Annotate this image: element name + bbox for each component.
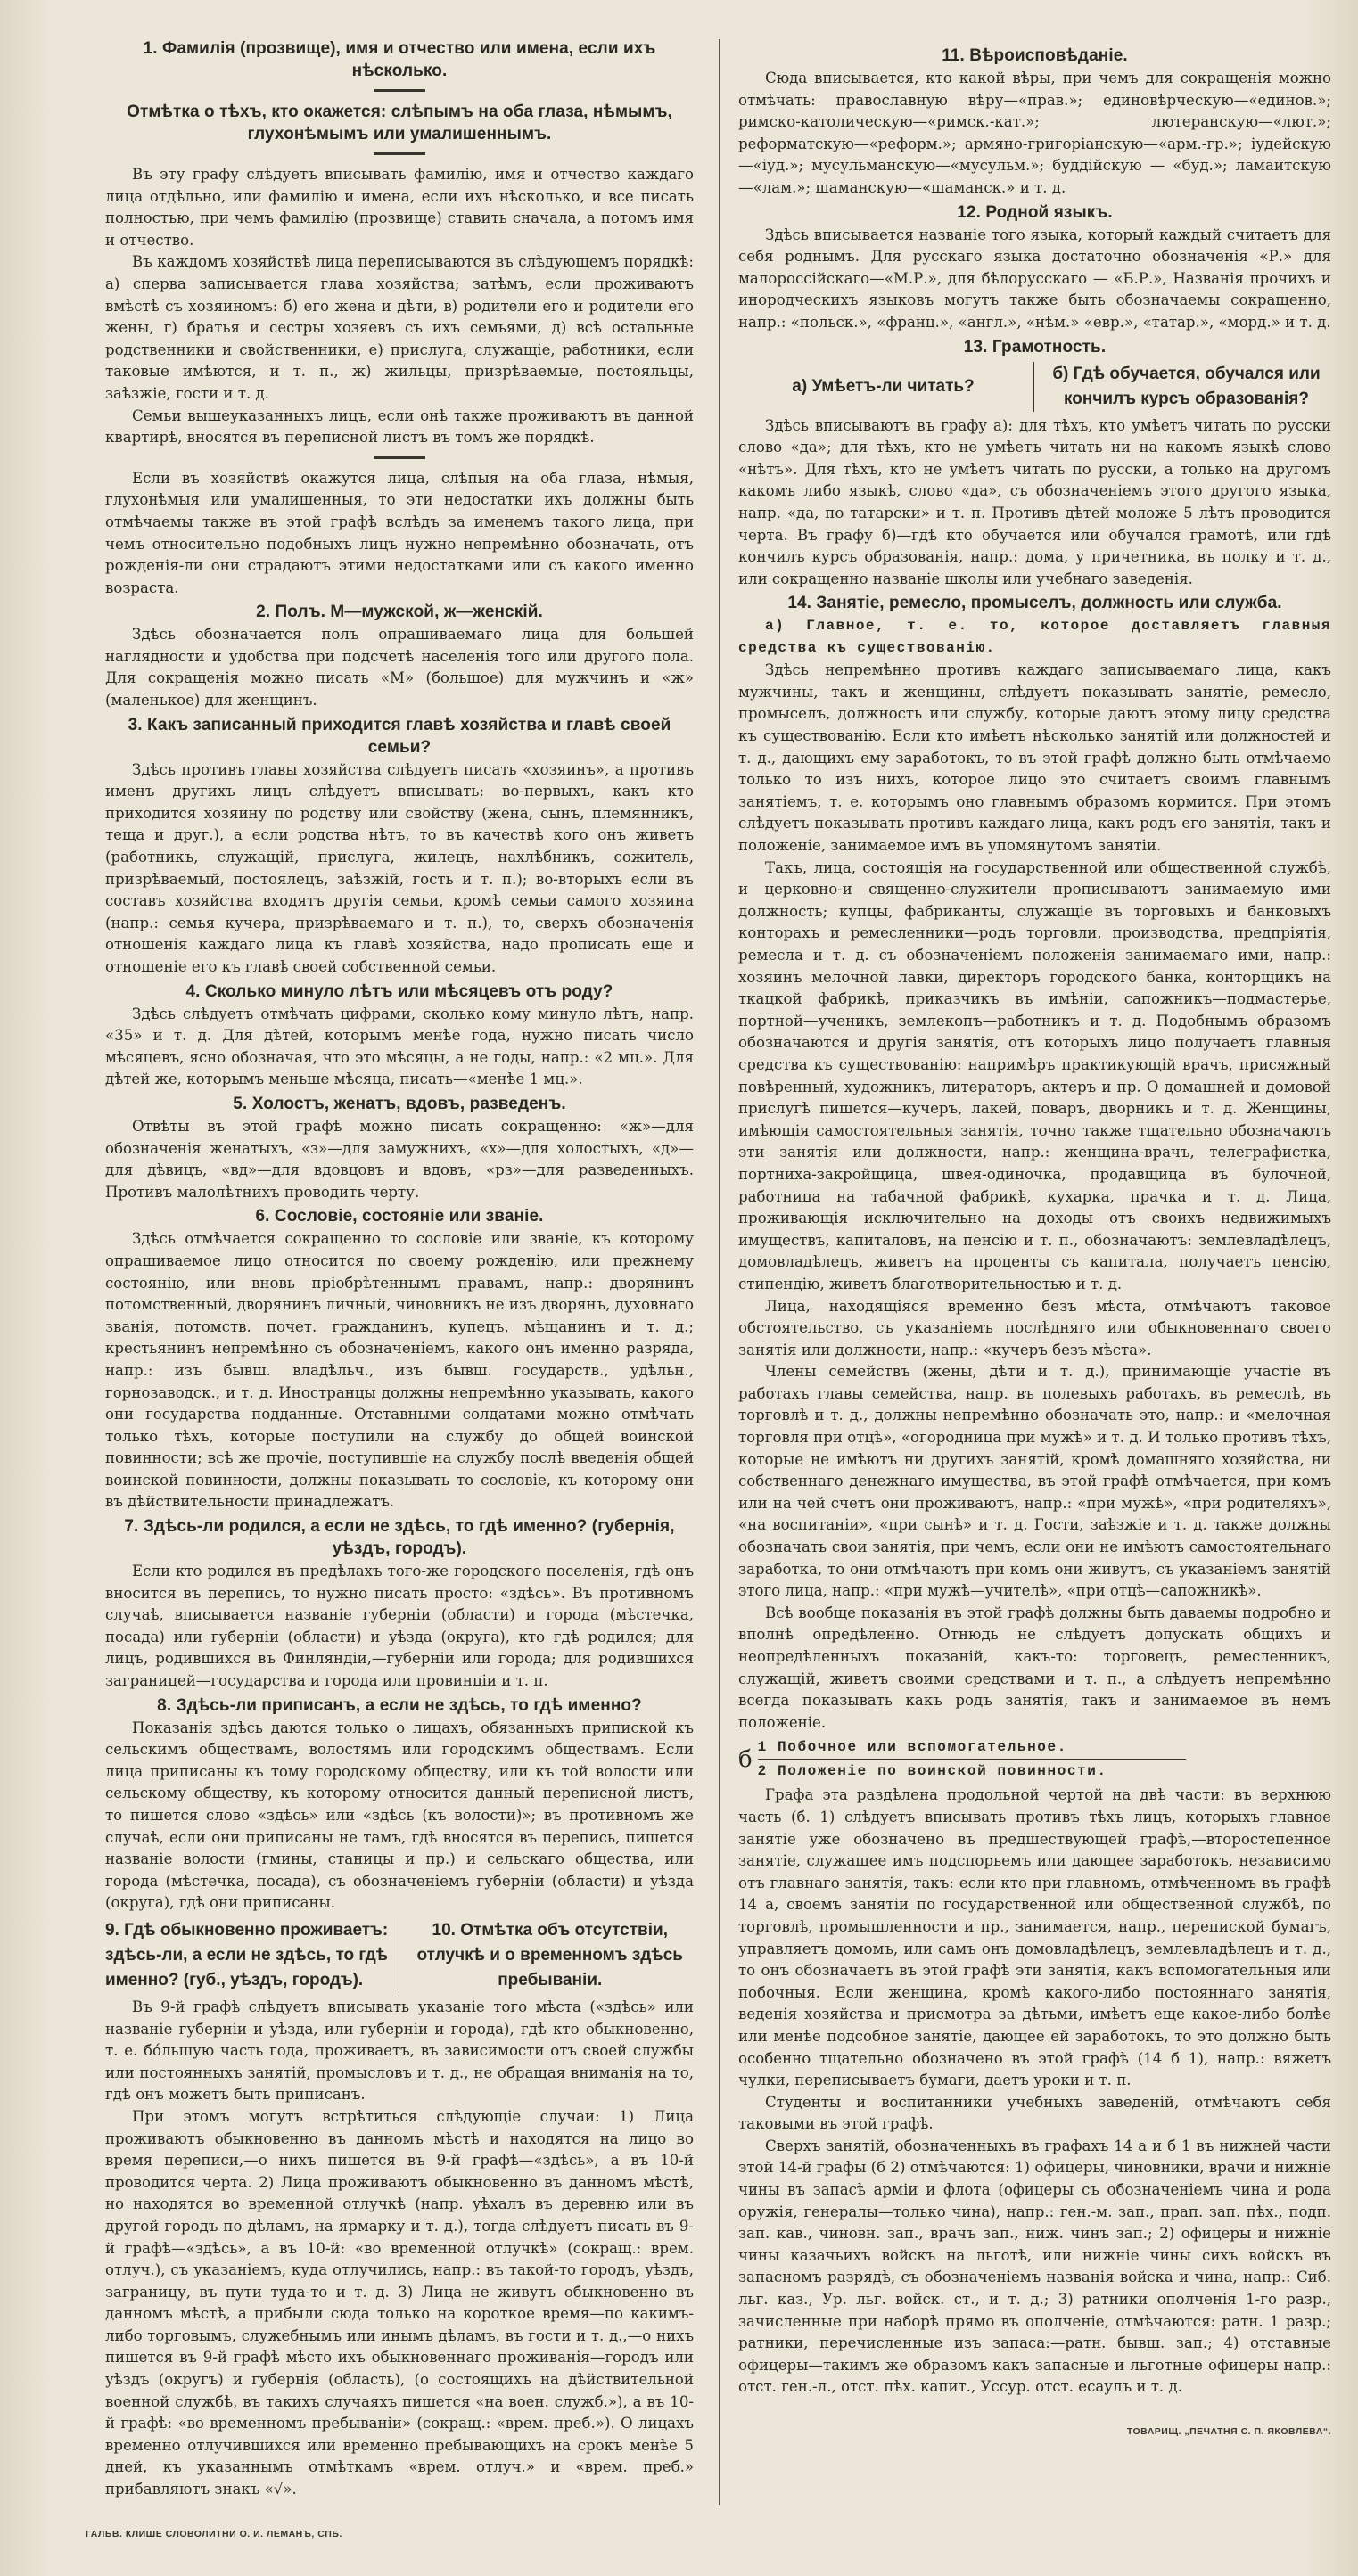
subsection-b-lines bbox=[758, 1735, 1186, 1783]
short-rule-divider bbox=[374, 152, 425, 155]
instruction-paragraph: Члены семействъ (жены, дѣти и т. д.), принимающіе участіе въ работахъ главы семейства, напр. въ полевыхъ работахъ, въ ремеслѣ, въ торговлѣ и т. д., должны непремѣнно обозначать это, напр.: и «мелочная торговля при отцѣ», «огородница при мужѣ» и т. д. И только противъ тѣхъ, которые не имѣютъ ни другихъ занятій, кромѣ домашняго хозяйства, ни собственнаго денежнаго имущества, въ этой графѣ отмѣчается, при комъ или на чей счетъ они проживаютъ, напр.: «при мужѣ», «при родителяхъ», «на воспитаніи», «при сынѣ» и т. д. Гости, заѣзжіе и т. д. также должны обозначать свои занятія, при чемъ, если они не имѣютъ самостоятельнаго заработка, то они отмѣчаютъ при комъ они живутъ, съ указаніемъ занятій этого лица, напр.: «при мужѣ—учителѣ», «при отцѣ—сапожникѣ». bbox=[738, 1363, 1331, 1600]
printer-imprint-right: ТОВАРИЩ. „ПЕЧАТНЯ С. П. ЯКОВЛЕВА“. bbox=[1126, 2426, 1331, 2437]
column-divider bbox=[719, 39, 720, 2505]
section-heading: 2. Полъ. М—мужской, ж—женскій. bbox=[256, 603, 543, 622]
instruction-paragraph: Если кто родился въ предѣлахъ того-же городского поселенія, гдѣ онъ вносится въ перепись, то нужно писать просто: «здѣсь». Въ противномъ случаѣ, вписывается названіе губерніи (области) и города (мѣстечка, посада) или губерніи (области) и уѣзда (округа), кто гдѣ родился; для лицъ, родившихся въ Финляндіи,—губерніи или города; для родившихся заграницей—государства и города или провинціи и т. п. bbox=[105, 1563, 694, 1690]
instruction-paragraph: Здѣсь вписываютъ въ графу а): для тѣхъ, кто умѣетъ читать по русски слово «да»; для тѣхъ, кто не умѣетъ читать ни на какомъ языкѣ слово «нѣтъ». Для тѣхъ, кто не умѣетъ читать по русски, а только на другомъ какомъ либо языкѣ, слово «да», съ обозначеніемъ этого другого языка, напр. «да, по татарски» и т. п. Противъ дѣтей моложе 5 лѣтъ проводится черта. Въ графу б)—гдѣ кто обучается или обучался грамотѣ, или гдѣ кончилъ курсъ образованія, напр.: дома, у причетника, въ полку и т. д., или сокращенно названіе школы или учебнаго заведенія. bbox=[738, 416, 1331, 587]
instruction-paragraph: Если въ хозяйствѣ окажутся лица, слѣпыя на оба глаза, нѣмыя, глухонѣмыя или умалишенныя, то эти недостатки ихъ должны быть отмѣчаемы также въ этой графѣ вслѣдъ за именемъ такого лица, при чемъ относительно подобныхъ лицъ нужно непремѣнно обозначать, отъ рожденія-ли они страдаютъ этими недостатками или съ какого именно возраста. bbox=[105, 469, 694, 596]
left-column bbox=[86, 36, 694, 2540]
section-heading: 14. Занятіе, ремесло, промыселъ, должность или служба. bbox=[787, 594, 1282, 613]
instruction-paragraph: Здѣсь противъ главы хозяйства слѣдуетъ писать «хозяинъ», а противъ именъ другихъ лицъ слѣдуетъ вписывать: во-первыхъ, какъ кто приходится хозяину по родству или свойству (жена, сынъ, племянникъ, теща и друг.), а если родства нѣтъ, то въ качествѣ кого онъ живетъ (работникъ, служащій, прислуга, жилецъ, нахлѣбникъ, сожитель, призрѣваемый, постоялецъ, заѣзжій, гость и т. п.); во-вторыхъ если въ составъ хозяйства входятъ другія семьи, кромѣ семьи самого хозяина (напр.: семья кучера, призрѣваемаго и т. п.), то, сверхъ обозначенія отношенія каждаго лица къ главѣ хозяйства, надо прописать еще и отношеніе его къ главѣ своей собственной семьи. bbox=[105, 760, 694, 975]
section-heading: 4. Сколько минуло лѣтъ или мѣсяцевъ отъ роду? bbox=[185, 981, 613, 1001]
short-rule-divider bbox=[374, 89, 425, 92]
section-heading: 7. Здѣсь-ли родился, а если не здѣсь, то гдѣ именно? (губернія, уѣздъ, городъ). bbox=[124, 1517, 675, 1559]
instruction-paragraph: Показанія здѣсь даются только о лицахъ, обязанныхъ припиской къ сельскимъ обществамъ, волостямъ или городскимъ обществамъ. Если лица приписаны къ тому городскому обществу, или къ той волости или сельскому обществу, къ которому относится данный переписной листъ, то пишется слово «здѣсь» или «здѣсь (къ волости)»; въ противномъ же случаѣ, если они приписаны не тамъ, гдѣ вносятся въ перепись, пишется названіе волости (гмины, станицы и пр.) и сельскаго общества, или города (мѣстечка, посада), съ обозначеніемъ губерніи (области) и уѣзда (округа), гдѣ они приписаны. bbox=[105, 1719, 694, 1912]
instruction-paragraph: Въ 9-й графѣ слѣдуетъ вписывать указаніе того мѣста («здѣсь» или названіе губерніи и уѣзда, или губерніи и города), гдѣ кто обыкновенно, т. е. бо́льшую часть года, проживаетъ, въ зависимости отъ своей службы или постоянныхъ занятій, промысловъ и т. д., не обращая вниманія на то, гдѣ онъ можетъ быть приписанъ. bbox=[105, 1998, 694, 2104]
subsection-b1-label: 1 Побочное или вспомогательное. bbox=[758, 1735, 1186, 1760]
split-heading bbox=[105, 1918, 694, 1993]
instruction-paragraph: Лица, находящіяся временно безъ мѣста, отмѣчаютъ таковое обстоятельство, съ указаніемъ послѣдняго или обыкновеннаго своего занятія или должности, напр.: «кучеръ безъ мѣста». bbox=[738, 1297, 1331, 1358]
instruction-paragraph: Графа эта раздѣлена продольной чертой на двѣ части: въ верхнюю часть (б. 1) слѣдуетъ вписывать противъ тѣхъ лицъ, которыхъ главное занятіе уже обозначено въ предшествующей графѣ,—второстепенное занятіе, служащее имъ подспорьемъ или дающее заработокъ, независимо отъ главнаго занятія, такъ: если кто при главномъ, отмѣченномъ въ графѣ 14 а, своемъ занятіи по государственной или общественной службѣ, по торговлѣ, промышленности и пр., занимается, напр., перепиской бумагъ, управляетъ домомъ, или самъ онъ домовладѣлецъ, землевладѣлецъ и т. д., то онъ обозначаетъ въ этой графѣ эти занятія, какъ вспомогательныя или побочныя. Если женщина, кромѣ какого-либо постояннаго занятія, веденія хозяйства и присмотра за дѣтьми, имѣетъ еще какое-либо болѣе или менѣе подсобное занятіе, дающее ей заработокъ, то это должно быть особенно тщательно обозначено въ этой графѣ (14 б 1), напр.: вяжетъ чулки, переписываетъ бумаги, даетъ уроки и т. п. bbox=[738, 1786, 1331, 2089]
instruction-paragraph: Здѣсь слѣдуетъ отмѣчать цифрами, сколько кому минуло лѣтъ, напр. «35» и т. д. Для дѣтей, которымъ менѣе года, нужно писать число мѣсяцевъ, ясно обозначая, что это мѣсяцы, а не годы, напр.: «2 мц.». Для дѣтей же, которымъ меньше мѣсяца, писать—«менѣе 1 мц.». bbox=[105, 1005, 694, 1088]
subsection-b-letter: б bbox=[738, 1745, 753, 1773]
instruction-paragraph: Студенты и воспитанники учебныхъ заведеній, отмѣчаютъ себя таковыми въ этой графѣ. bbox=[738, 2093, 1331, 2133]
section-heading: Отмѣтка о тѣхъ, кто окажется: слѣпымъ на оба глаза, нѣмымъ, глухонѣмымъ или умалишеннымъ. bbox=[127, 103, 672, 144]
subsection-heading: а) Главное, т. е. то, которое доставляетъ главныя средства къ существованію. bbox=[738, 618, 1331, 657]
printer-imprint-left: ГАЛЬВ. КЛИШЕ СЛОВОЛИТНИ О. И. ЛЕМАНЪ, СПБ. bbox=[86, 2528, 342, 2539]
split-heading-right: 10. Отмѣтка объ отсутствіи, отлучкѣ и о временномъ здѣсь пребываніи. bbox=[416, 1920, 683, 1989]
right-column-body bbox=[738, 45, 1331, 2399]
instruction-paragraph: Въ эту графу слѣдуетъ вписывать фамилію, имя и отчество каждаго лица отдѣльно, или фамилію и имена, если ихъ нѣсколько, и все писать полностью, при чемъ фамилію (прозвище) ставить сначала, а потомъ имя и отчество. bbox=[105, 166, 694, 249]
left-column-body bbox=[105, 37, 694, 2501]
instruction-paragraph: Здѣсь отмѣчается сокращенно то сословіе или званіе, къ которому опрашиваемое лицо относится по своему рожденію, или прежнему состоянію, или вновь пріобрѣтеннымъ правамъ, напр.: дворянинъ потомственный, дворянинъ личный, чиновникъ не изъ дворянъ, духовнаго званія, потомств. почет. гражданинъ, купецъ, мѣщанинъ и т. д.; крестьянинъ непремѣнно съ обозначеніемъ, какого онъ именно разряда, напр.: изъ бывш. владѣльч., изъ бывш. государств., удѣльн., горнозаводск., и т. д. Иностранцы должны непремѣнно указывать, какого они государства подданные. Отставными солдатами можно отмѣчать только тѣхъ, которые поступили на службу до общей воинской повинности; всѣ же прочіе, поступившіе на службу послѣ введенія общей воинской повинности, должны показывать то сословіе, къ которому они въ дѣйствительности принадлежатъ. bbox=[105, 1230, 694, 1511]
right-column bbox=[738, 43, 1331, 2438]
section-heading: 8. Здѣсь-ли приписанъ, а если не здѣсь, то гдѣ именно? bbox=[157, 1695, 642, 1715]
instruction-paragraph: Здѣсь вписывается названіе того языка, который каждый считаетъ для себя роднымъ. Для русскаго языка достаточно обозначенія «Р.» для малороссійскаго—«М.Р.», для бѣлорусскаго — «Б.Р.», Названія прочихъ и инородческихъ языковъ могутъ также быть обозначаемы сокращенно, напр.: «польск.», «франц.», «англ.», «нѣм.» «евр.», «татар.», «морд.» и т. д. bbox=[738, 226, 1331, 331]
split-heading-left: а) Умѣетъ-ли читать? bbox=[738, 362, 1034, 412]
section-heading: 13. Грамотность. bbox=[963, 337, 1107, 357]
instruction-paragraph: Семьи вышеуказанныхъ лицъ, если онѣ также проживаютъ въ данной квартирѣ, вносятся въ переписной листъ въ томъ же порядкѣ. bbox=[105, 406, 694, 447]
subsection-b-heading bbox=[738, 1735, 1331, 1783]
section-heading: 3. Какъ записанный приходится главѣ хозяйства и главѣ своей семьи? bbox=[128, 715, 671, 757]
split-heading-right: б) Гдѣ обучается, обучался или кончилъ курсъ образованія? bbox=[1052, 364, 1321, 408]
section-heading: 6. Сословіе, состояніе или званіе. bbox=[255, 1207, 544, 1226]
section-heading: 12. Родной языкъ. bbox=[957, 202, 1113, 222]
instruction-paragraph: При этомъ могутъ встрѣтиться слѣдующіе случаи: 1) Лица проживаютъ обыкновенно въ данномъ мѣстѣ и находятся на лицо во время переписи,—о нихъ пишется въ 9-й графѣ—«здѣсь», а въ 10-й проводится черта. 2) Лица проживаютъ обыкновенно въ данномъ мѣстѣ, но находятся во временной отлучкѣ (напр. уѣхалъ въ деревню или въ другой городъ по дѣламъ, на ярмарку и т. д.), тогда слѣдуетъ писать въ 9-й графѣ—«здѣсь», а въ 10-й: «во временной отлучкѣ» (сокращ.: врем. отлуч.), съ указаніемъ, куда отлучились, напр.: въ такой-то городъ, уѣздъ, заграницу, въ пути туда-то и т. д. 3) Лица не живутъ обыкновенно въ данномъ мѣстѣ, а прибыли сюда только на короткое время—по какимъ-либо торговымъ, служебнымъ или инымъ дѣламъ, въ гости и т. д.,—о нихъ пишется въ 9-й графѣ мѣсто ихъ обыкновеннаго проживанія—городъ или уѣздъ (округъ) и губернія (область), (о состоящихъ на дѣйствительной военной службѣ, въ такихъ случаяхъ пишется «на воен. служб.»), а въ 10-й графѣ: «во временномъ пребываніи» (сокращ.: «врем. преб.»). О лицахъ временно отлучившихся или временно пребывающихъ на срокъ менѣе 5 дней, къ указаннымъ отмѣткамъ «врем. отлуч.» и «врем. преб.» прибавляютъ знакъ «√». bbox=[105, 2107, 694, 2498]
instruction-paragraph: Сюда вписывается, кто какой вѣры, при чемъ для сокращенія можно отмѣчать: православную вѣру—«прав.»; единовѣрческую—«единов.»; римско-католическую—«римск.-кат.»; лютеранскую—«лют.»; реформатскую—«реформ.»; армяно-григоріанскую—«арм.-гр.»; іудейскую—«іуд.»; мусульманскую—«мусульм.»; буддійскую — «буд.»; ламаитскую—«лам.»; шаманскую—«шаманск.» и т. д. bbox=[738, 70, 1331, 196]
split-heading bbox=[738, 362, 1331, 412]
instruction-paragraph: Въ каждомъ хозяйствѣ лица переписываются въ слѣдующемъ порядкѣ: а) сперва записывается глава хозяйства; затѣмъ, если проживаютъ вмѣстѣ съ хозяиномъ: б) его жена и дѣти, в) родители его и родители его жены, г) братья и сестры хозяевъ съ ихъ семьями, д) всѣ остальные родственники и свойственники, е) прислуга, служащіе, работники, если таковые имѣются, и т. п., ж) жильцы, призрѣваемые, постояльцы, заѣзжіе, гости и т. д. bbox=[105, 253, 694, 402]
section-heading: 11. Вѣроисповѣданіе. bbox=[942, 46, 1128, 65]
instruction-paragraph: Отвѣты въ этой графѣ можно писать сокращенно: «ж»—для обозначенія женатыхъ, «з»—для замужнихъ, «х»—для холостыхъ, «д»—для дѣвицъ, «вд»—для вдовцовъ и вдовъ, «рз»—для разведенныхъ. Противъ малолѣтнихъ проводить черту. bbox=[105, 1117, 694, 1201]
instruction-paragraph: Здѣсь обозначается полъ опрашиваемаго лица для большей наглядности и удобства при подсчетѣ населенія того или другого пола. Для сокращенія можно писать «М» (большое) для мужчинъ и «ж» (маленькое) для женщинъ. bbox=[105, 626, 694, 710]
split-heading-left: 9. Гдѣ обыкновенно проживаетъ: здѣсь-ли, а если не здѣсь, то гдѣ именно? (губ., уѣздъ, городъ). bbox=[105, 1918, 399, 1993]
instruction-paragraph: Здѣсь непремѣнно противъ каждаго записываемаго лица, какъ мужчины, такъ и женщины, слѣдуетъ показывать занятіе, ремесло, промыселъ, должность или службу, которые даютъ этому лицу средства къ существованію. Если кто имѣетъ нѣсколько занятій или должностей и т. д., дающихъ ему заработокъ, то въ этой графѣ должно быть отмѣчаемо только то изъ нихъ, которое лицо это считаетъ своимъ главнымъ занятіемъ, т. е. которымъ оно главнымъ образомъ кормится. При этомъ слѣдуетъ показывать противъ каждаго лица, какъ родъ его занятія, такъ и положеніе, занимаемое имъ въ упомянутомъ занятіи. bbox=[738, 661, 1331, 855]
instruction-paragraph: Сверхъ занятій, обозначенныхъ въ графахъ 14 а и б 1 въ нижней части этой 14-й графы (б 2) отмѣчаются: 1) офицеры, чиновники, врачи и нижніе чины въ запасѣ арміи и флота (офицеры съ обозначеніемъ чина и рода оружія, генералы—только чина), напр.: ген.-м. зап., прап. зап. пѣх., подп. зап. кав., чиновн. зап., врачъ зап., ниж. чинъ зап.; 2) офицеры и нижніе чины казачьихъ войскъ на льготѣ, или нижніе чины сихъ войскъ въ запасномъ разрядѣ, съ обозначеніемъ названія войска и чина, напр.: Сиб. льг. каз., Ур. льг. войск. ст., и т. д.; 3) ратники ополченія 1-го разр., зачисленные при наборѣ прямо въ ополченіе, отмѣчаются: ратн. 1 разр.; ратники, перечисленные изъ запаса:—ратн. бывш. зап.; 4) отставные офицеры—такимъ же образомъ какъ запасные и льготные офицеры напр.: отст. ген.-л., отст. пѣх. капит., Уссур. отст. есаулъ и т. д. bbox=[738, 2137, 1331, 2396]
section-heading: 5. Холостъ, женатъ, вдовъ, разведенъ. bbox=[233, 1094, 566, 1113]
instruction-paragraph: Всѣ вообще показанія въ этой графѣ должны быть даваемы подробно и вполнѣ опредѣленно. Отнюдь не слѣдуетъ допускать общихъ и неопредѣленныхъ показаній, какъ-то: торговецъ, ремесленникъ, служащій, живетъ своими средствами и т. п., а слѣдуетъ непремѣнно всегда показывать какъ родъ занятія, такъ и занимаемое въ немъ положеніе. bbox=[738, 1604, 1331, 1731]
instruction-paragraph: Такъ, лица, состоящія на государственной или общественной службѣ, и церковно-и священно-служители прописываютъ занимаемую ими должность; купцы, фабриканты, служащіе въ торговыхъ и банковыхъ конторахъ и ремесленники—родъ торговли, производства, предпріятія, ремесла и т. д. съ обозначеніемъ положенія занимаемаго ими, напр.: хозяинъ мелочной лавки, директоръ городского банка, конторщикъ на ткацкой фабрикѣ, приказчикъ въ имѣніи, сапожникъ—подмастерье, портной—ученикъ, землекопъ—работникъ и т. д. Подобнымъ образомъ обозначаются и другія занятія, отъ которыхъ лицо получаетъ главныя средства къ существованію: напримѣръ практикующій врачъ, присяжный повѣренный, художникъ, литераторъ, актеръ и пр. О домашней и домовой прислугѣ пишется—кучеръ, лакей, поваръ, дворникъ и т. д. Женщины, имѣющія самостоятельныя занятія, точно также тщательно обозначаютъ эти занятія или должности, напр.: женщина-врачъ, телеграфистка, портниха-закройщица, швея-одиночка, продавщица въ булочной, работница на табачной фабрикѣ, кухарка, прачка и т. д. Лица, проживающія исключительно на доходы отъ своихъ недвижимыхъ имуществъ, капиталовъ, на пенсію и т. п., обозначаютъ: землевладѣлецъ, домовладѣлецъ, живетъ на проценты съ капитала, получаетъ пенсію, стипендію, живетъ благотворительностью и т. д. bbox=[738, 858, 1331, 1292]
short-rule-divider bbox=[374, 456, 425, 459]
subsection-b2-label: 2 Положеніе по воинской повинности. bbox=[757, 1763, 1107, 1780]
section-heading: 1. Фамилія (прозвище), имя и отчество или имена, если ихъ нѣсколько. bbox=[143, 39, 656, 80]
